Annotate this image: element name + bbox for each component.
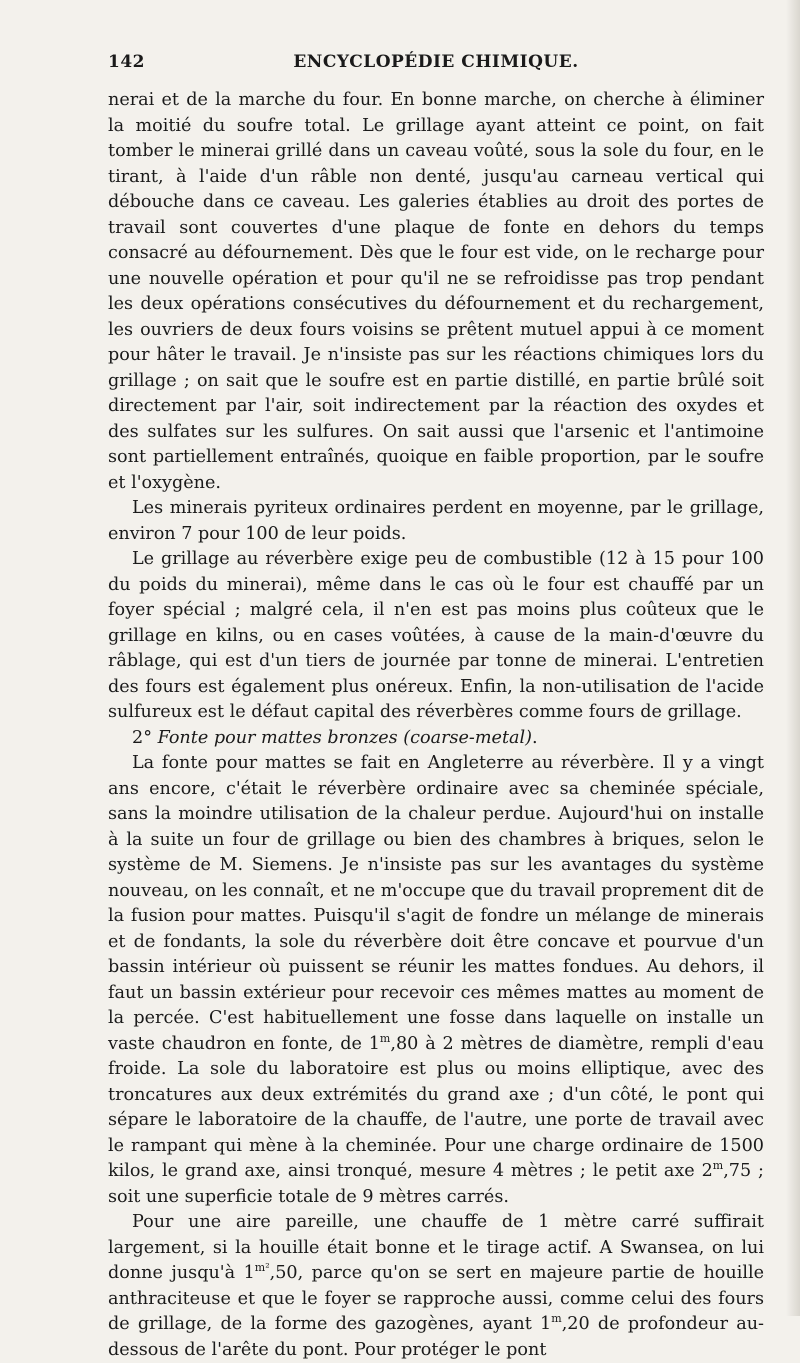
page-number: 142	[108, 52, 145, 72]
page-edge-shadow	[786, 0, 800, 1316]
body-text	[108, 88, 764, 1363]
section-end: .	[532, 727, 538, 748]
paragraph-text: La fonte pour mattes se fait en Angleterre au réverbère. Il y a vingt ans encore, c'était le réverbère ordinaire avec sa cheminée spéciale, sans la moindre utilisation de la chaleur perdue. Aujourd'hui on installe à la suite un four de grillage ou bien des chambres à briques, selon le système de M. Siemens. Je n'insiste pas sur les avantages du système nouveau, on les connaît, et ne m'occupe que du travail proprement dit de la fusion pour mattes. Puisqu'il s'agit de fondre un mélange de minerais et de fondants, la sole du réverbère doit être concave et pourvue d'un bassin intérieur où puissent se réunir les mattes fondues. Au dehors, il faut un bassin extérieur pour recevoir ces mêmes mattes au moment de la percée. C'est habituellement une fosse dans laquelle on installe un vaste chaudron en fonte, de 1	[108, 753, 764, 1054]
unit-superscript: m	[712, 1159, 724, 1173]
section-heading	[108, 726, 764, 752]
paragraph-text: ,50, parce qu'on se sert en majeure partie de houille anthraciteuse et que le foyer se rapproche aussi, comme celui des fours de grillage, de la forme des gazogènes, ayant 1	[108, 1263, 764, 1334]
paragraph-text: Pour une aire pareille, une chauffe de 1 mètre carré suffirait largement, si la houille était bonne et le tirage actif. A Swansea, on lui donne jusqu'à 1	[108, 1212, 764, 1283]
unit-superscript: m²	[254, 1261, 270, 1275]
paragraph-text: ,75 ; soit une superficie totale de 9 mètres carrés.	[108, 1161, 764, 1207]
page-header	[108, 52, 764, 80]
paragraph: Les minerais pyriteux ordinaires perdent en moyenne, par le grillage, environ 7 pour 100 de leur poids.	[108, 498, 764, 544]
paragraph-text: ,80 à 2 mètres de diamètre, rempli d'eau froide. La sole du laboratoire est plus ou moins elliptique, avec des troncatures aux deux extrémités du grand axe ; d'un côté, le pont qui sépare le laboratoire de la chauffe, de l'autre, une porte de travail avec le rampant qui mène à la cheminée. Pour une charge ordinaire de 1500 kilos, le grand axe, ainsi tronqué, mesure 4 mètres ; le petit axe 2	[108, 1033, 764, 1181]
paragraph: nerai et de la marche du four. En bonne marche, on cherche à éliminer la moitié du soufre total. Le grillage ayant atteint ce point, on fait tomber le minerai grillé dans un caveau voûté, sous la sole du four, en le tirant, à l'aide d'un râble non denté, jusqu'au carneau vertical qui débouche dans ce caveau. Les galeries établies au droit des portes de travail sont couvertes d'une plaque de fonte en dehors du temps consacré au défournement. Dès que le four est vide, on le recharge pour une nouvelle opération et pour qu'il ne se refroidisse pas trop pendant les deux opérations consécutives du défournement et du rechargement, les ouvriers de deux fours voisins se prêtent mutuel appui à ce moment pour hâter le travail. Je n'insiste pas sur les réactions chimiques lors du grillage ; on sait que le soufre est en partie distillé, en partie brûlé soit directement par l'air, soit indirectement par la réaction des oxydes et des sulfates sur les sulfures. On sait aussi que l'arsenic et l'antimoine sont partiellement entraînés, quoique en faible proportion, par le soufre et l'oxygène.	[108, 90, 764, 493]
unit-superscript: m	[379, 1031, 391, 1045]
unit-superscript: m	[551, 1312, 562, 1326]
paragraph	[108, 1210, 764, 1363]
section-number: 2°	[132, 727, 152, 748]
section-title: Fonte pour mattes bronzes	[157, 727, 398, 748]
section-subtitle: (coarse-metal)	[403, 727, 533, 748]
paragraph-text: ,20 de profondeur au-dessous de l'arête du pont. Pour protéger le pont	[108, 1314, 764, 1360]
paragraph	[108, 751, 764, 1210]
running-title: ENCYCLOPÉDIE CHIMIQUE.	[293, 52, 579, 72]
paragraph: Le grillage au réverbère exige peu de combustible (12 à 15 pour 100 du poids du minerai), même dans le cas où le four est chauffé par un foyer spécial ; malgré cela, il n'en est pas moins plus coûteux que le grillage en kilns, ou en cases voûtées, à cause de la main-d'œuvre du râblage, qui est d'un tiers de journée par tonne de minerai. L'entretien des fours est également plus onéreux. Enfin, la non-utilisation de l'acide sulfureux est le défaut capital des réverbères comme fours de grillage.	[108, 549, 764, 722]
